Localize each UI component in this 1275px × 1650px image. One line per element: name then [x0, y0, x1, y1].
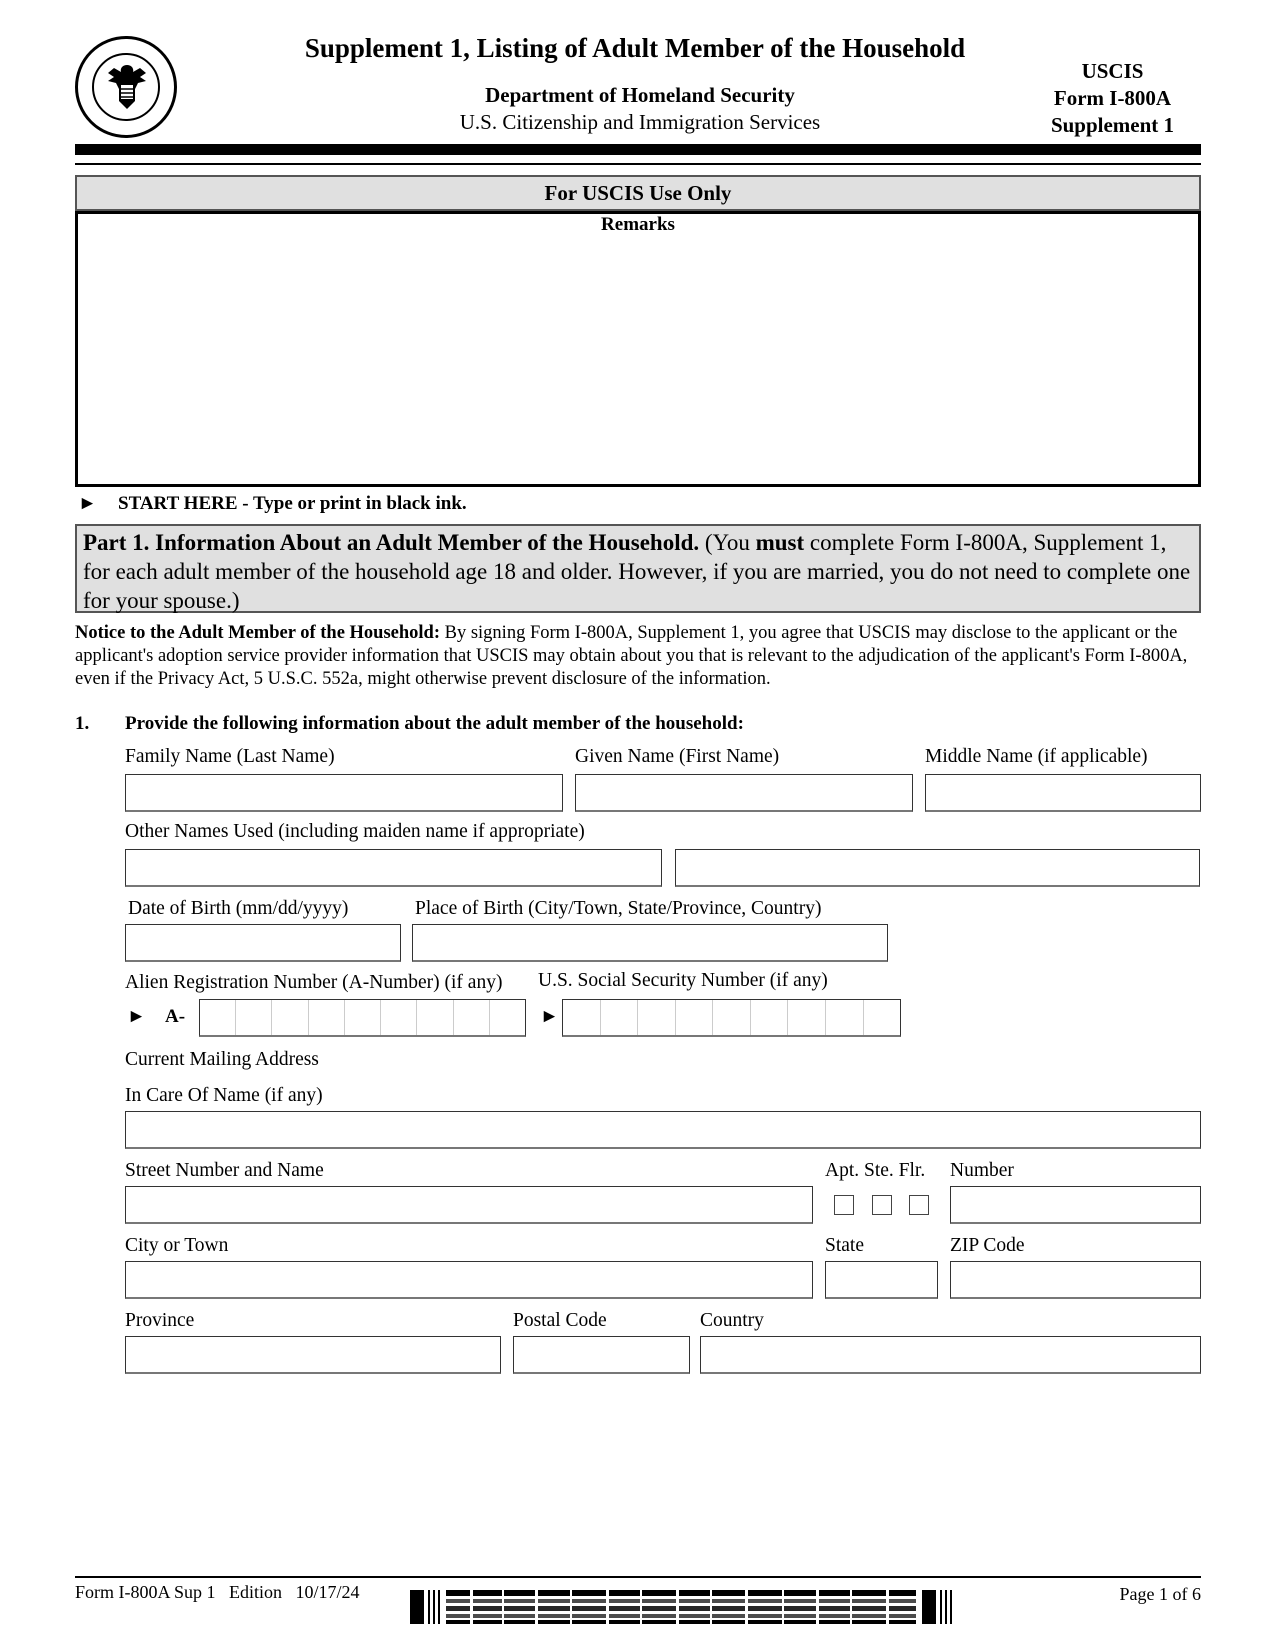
form-id-number: Form I-800A [1053, 86, 1172, 110]
given-name-label: Given Name (First Name) [575, 746, 780, 767]
street-label: Street Number and Name [125, 1160, 324, 1181]
country-field[interactable] [700, 1336, 1201, 1374]
apt-checkbox[interactable] [834, 1195, 854, 1215]
other-names-field-1[interactable] [125, 849, 662, 887]
ssn-digit[interactable] [788, 1000, 826, 1035]
postal-code-field[interactable] [513, 1336, 690, 1374]
given-name-field[interactable] [575, 774, 913, 812]
mailing-address-heading: Current Mailing Address [125, 1049, 319, 1070]
flr-checkbox[interactable] [909, 1195, 929, 1215]
a-number-digit[interactable] [490, 1000, 525, 1035]
a-number-digit[interactable] [236, 1000, 272, 1035]
item-1-heading [75, 713, 744, 735]
start-here-text: - Type or print in black ink. [237, 493, 467, 514]
department-name: Department of Homeland Security [485, 83, 795, 107]
ssn-digit[interactable] [751, 1000, 789, 1035]
a-number-prefix: A- [165, 1006, 186, 1027]
notice-text: By signing Form I-800A, Supplement 1, you agree that USCIS may disclose to the applicant or the applicant's adoption service provider information that USCIS may obtain about you that is relevant to the adjudication of the applicant's Form I-800A, even if the Privacy Act, 5 U.S.C. 552a, might otherwise prevent disclosure of the information. [75, 623, 1188, 689]
a-number-field[interactable] [199, 999, 526, 1037]
item-1-label: Provide the following information about the adult member of the household: [125, 713, 744, 734]
a-number-digit[interactable] [381, 1000, 417, 1035]
item-number: 1. [75, 713, 90, 734]
header-thin-rule [75, 163, 1201, 165]
unit-number-field[interactable] [950, 1186, 1201, 1224]
province-label: Province [125, 1310, 195, 1331]
middle-name-field[interactable] [925, 774, 1201, 812]
city-field[interactable] [125, 1261, 813, 1299]
other-names-label: Other Names Used (including maiden name if appropriate) [125, 821, 585, 842]
header-thick-rule [75, 144, 1201, 155]
zip-field[interactable] [950, 1261, 1201, 1299]
remarks-label: Remarks [601, 214, 675, 235]
barcode-icon [410, 1590, 955, 1624]
eagle-icon [102, 59, 152, 115]
street-field[interactable] [125, 1186, 813, 1224]
start-here-instruction [78, 493, 467, 515]
part1-header [75, 524, 1201, 613]
unit-number-label: Number [950, 1160, 1014, 1181]
ssn-digit[interactable] [826, 1000, 864, 1035]
ssn-digit[interactable] [638, 1000, 676, 1035]
form-identifier [1020, 58, 1205, 139]
a-number-digit[interactable] [345, 1000, 381, 1035]
state-label: State [825, 1235, 864, 1256]
city-label: City or Town [125, 1235, 229, 1256]
a-number-digit[interactable] [417, 1000, 453, 1035]
part1-text-a: (You [699, 530, 756, 555]
ssn-field[interactable] [562, 999, 901, 1037]
start-here-bold: START HERE [118, 493, 238, 514]
form-id-agency: USCIS [1081, 59, 1144, 83]
ssn-digit[interactable] [601, 1000, 639, 1035]
notice-paragraph [75, 622, 1205, 691]
right-arrow-icon: ► [540, 1006, 559, 1027]
a-number-digit[interactable] [309, 1000, 345, 1035]
ssn-label: U.S. Social Security Number (if any) [538, 970, 828, 991]
right-arrow-icon: ► [127, 1006, 146, 1027]
page-number: Page 1 of 6 [1119, 1584, 1201, 1604]
a-number-label: Alien Registration Number (A-Number) (if any) [125, 972, 503, 993]
middle-name-label: Middle Name (if applicable) [925, 746, 1148, 767]
dob-label: Date of Birth (mm/dd/yyyy) [128, 898, 349, 919]
a-number-digit[interactable] [272, 1000, 308, 1035]
right-arrow-icon: ► [78, 493, 97, 514]
part1-heading: Part 1. Information About an Adult Member of the Household. [83, 530, 700, 555]
agency-name: U.S. Citizenship and Immigration Services [459, 110, 821, 134]
remarks-box [75, 211, 1201, 487]
footer-rule [75, 1576, 1201, 1578]
family-name-label: Family Name (Last Name) [125, 746, 335, 767]
pob-label: Place of Birth (City/Town, State/Province, Country) [415, 898, 822, 919]
zip-label: ZIP Code [950, 1235, 1025, 1256]
province-field[interactable] [125, 1336, 501, 1374]
in-care-of-label: In Care Of Name (if any) [125, 1085, 323, 1106]
part1-text-b: complete Form I-800A, Supplement 1, for each adult member of the household age 18 and older. However, if you are married, you do not need to complete one for your spouse.) [83, 530, 1191, 613]
ste-checkbox[interactable] [872, 1195, 892, 1215]
state-field[interactable] [825, 1261, 938, 1299]
family-name-field[interactable] [125, 774, 563, 812]
form-title: Supplement 1, Listing of Adult Member of the Household [304, 33, 966, 63]
part1-must: must [755, 530, 805, 555]
a-number-digit[interactable] [454, 1000, 490, 1035]
unit-type-label: Apt. Ste. Flr. [825, 1160, 926, 1181]
uscis-use-only-header: For USCIS Use Only [75, 175, 1201, 211]
ssn-digit[interactable] [864, 1000, 901, 1035]
dob-field[interactable] [125, 924, 401, 962]
dhs-seal-logo [75, 36, 177, 138]
postal-code-label: Postal Code [513, 1310, 607, 1331]
pob-field[interactable] [412, 924, 888, 962]
a-number-digit[interactable] [200, 1000, 236, 1035]
ssn-digit[interactable] [563, 1000, 601, 1035]
ssn-digit[interactable] [676, 1000, 714, 1035]
footer-form-edition: Form I-800A Sup 1 Edition 10/17/24 [75, 1582, 360, 1602]
notice-heading: Notice to the Adult Member of the Household: [75, 623, 440, 643]
form-id-supplement: Supplement 1 [1050, 113, 1175, 137]
other-names-field-2[interactable] [675, 849, 1200, 887]
country-label: Country [700, 1310, 764, 1331]
ssn-digit[interactable] [713, 1000, 751, 1035]
in-care-of-field[interactable] [125, 1111, 1201, 1149]
